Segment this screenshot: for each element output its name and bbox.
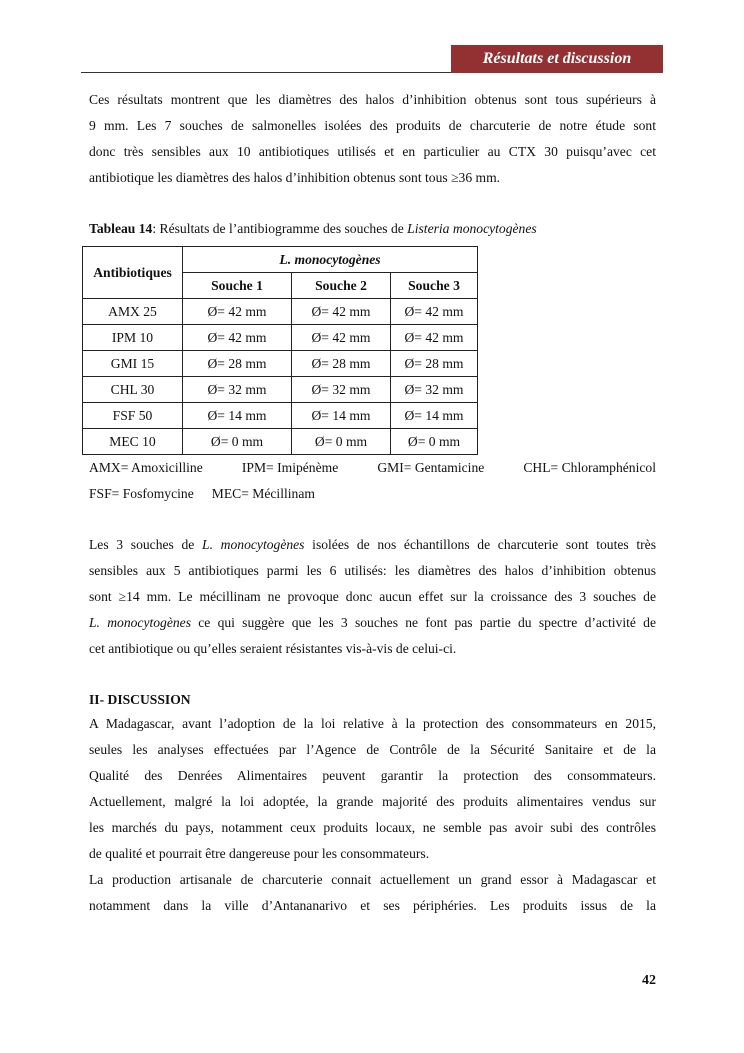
table-row xyxy=(83,325,478,351)
text-span: isolées de nos échantillons de charcuterie sont toutes très xyxy=(304,537,656,552)
table-row xyxy=(83,351,478,377)
text-line: 9 mm. Les 7 souches de salmonelles isolées des produits de charcuterie de notre étude sont xyxy=(89,118,656,133)
legend-item: GMI= Gentamicine xyxy=(377,460,485,475)
antibiotic-cell: AMX 25 xyxy=(83,299,183,325)
value-cell: Ø= 14 mm xyxy=(183,403,292,429)
legend-item: IPM= Imipénème xyxy=(241,460,339,475)
legend-line xyxy=(89,481,656,507)
text-span: Les 3 souches de xyxy=(89,537,203,552)
value-cell: Ø= 32 mm xyxy=(292,377,391,403)
table-row xyxy=(83,429,478,455)
text-line: sensibles aux 5 antibiotiques parmi les 6 utilisés: les diamètres des halos d’inhibition obtenus xyxy=(89,563,656,578)
table-row xyxy=(83,403,478,429)
text-line: Qualité des Denrées Alimentaires peuvent garantir la protection des consommateurs. xyxy=(89,768,656,783)
value-cell: Ø= 0 mm xyxy=(391,429,478,455)
value-cell: Ø= 32 mm xyxy=(183,377,292,403)
results-paragraph xyxy=(89,532,656,662)
species-name: L. monocytogènes xyxy=(202,537,305,552)
antibiotic-cell: MEC 10 xyxy=(83,429,183,455)
legend-item: CHL= Chloramphénicol xyxy=(523,460,656,475)
table-row xyxy=(83,377,478,403)
antibiotic-cell: GMI 15 xyxy=(83,351,183,377)
value-cell: Ø= 42 mm xyxy=(292,299,391,325)
legend-item: MEC= Mécillinam xyxy=(211,486,315,501)
value-cell: Ø= 28 mm xyxy=(292,351,391,377)
text-line: sont ≥14 mm. Le mécillinam ne provoque donc aucun effet sur la croissance des 3 souches de xyxy=(89,589,656,604)
value-cell: Ø= 42 mm xyxy=(183,325,292,351)
discussion-paragraph xyxy=(89,711,656,919)
text-line: seules les analyses effectuées par l’Agence de Contrôle de la Sécurité Sanitaire et de la xyxy=(89,742,656,757)
discussion-heading: II- DISCUSSION xyxy=(89,692,191,707)
value-cell: Ø= 42 mm xyxy=(391,325,478,351)
antibiotic-cell: FSF 50 xyxy=(83,403,183,429)
text-line: donc très sensibles aux 10 antibiotiques utilisés et en particulier au CTX 30 puisqu’avec cet xyxy=(89,144,656,159)
value-cell: Ø= 0 mm xyxy=(183,429,292,455)
table-caption xyxy=(89,219,537,239)
column-header: Souche 1 xyxy=(183,273,292,299)
group-header: L. monocytogènes xyxy=(183,247,478,273)
antibiotic-cell: CHL 30 xyxy=(83,377,183,403)
legend-item: FSF= Fosfomycine xyxy=(89,486,194,501)
section-header: Résultats et discussion xyxy=(451,45,663,73)
table-row xyxy=(83,299,478,325)
text-span: ce qui suggère que les 3 souches ne font pas partie du spectre d’activité de xyxy=(191,615,656,630)
value-cell: Ø= 42 mm xyxy=(292,325,391,351)
value-cell: Ø= 42 mm xyxy=(391,299,478,325)
value-cell: Ø= 0 mm xyxy=(292,429,391,455)
value-cell: Ø= 42 mm xyxy=(183,299,292,325)
caption-text: : Résultats de l’antibiogramme des souches de xyxy=(152,221,408,236)
page-number: 42 xyxy=(642,973,656,988)
abbreviation-legend xyxy=(89,455,656,507)
text-line: les marchés du pays, notamment ceux produits locaux, ne semble pas avoir subi des contrôles xyxy=(89,820,656,835)
text-line: cet antibiotique ou qu’elles seraient résistantes vis-à-vis de celui-ci. xyxy=(89,641,457,656)
column-header: Souche 3 xyxy=(391,273,478,299)
legend-item: AMX= Amoxicilline xyxy=(89,460,203,475)
value-cell: Ø= 14 mm xyxy=(292,403,391,429)
value-cell: Ø= 14 mm xyxy=(391,403,478,429)
column-header: Souche 2 xyxy=(292,273,391,299)
text-line xyxy=(89,532,656,558)
species-name: L. monocytogènes xyxy=(89,615,192,630)
text-line: de qualité et pourrait être dangereuse pour les consommateurs. xyxy=(89,846,430,861)
intro-paragraph xyxy=(89,87,656,191)
text-line: notamment dans la ville d’Antananarivo et ses périphéries. Les produits issus de la xyxy=(89,898,656,913)
caption-label: Tableau 14 xyxy=(89,221,153,236)
value-cell: Ø= 28 mm xyxy=(391,351,478,377)
text-line: A Madagascar, avant l’adoption de la loi relative à la protection des consommateurs en 2015, xyxy=(89,716,656,731)
text-line: antibiotique les diamètres des halos d’inhibition obtenus sont tous ≥36 mm. xyxy=(89,170,501,185)
text-line: Actuellement, malgré la loi adoptée, la grande majorité des produits alimentaires vendus sur xyxy=(89,794,656,809)
text-line: La production artisanale de charcuterie connait actuellement un grand essor à Madagascar et xyxy=(89,872,656,887)
text-line: Ces résultats montrent que les diamètres des halos d’inhibition obtenus sont tous supérieurs à xyxy=(89,92,656,107)
value-cell: Ø= 32 mm xyxy=(391,377,478,403)
legend-line xyxy=(89,455,656,481)
row-header: Antibiotiques xyxy=(83,247,183,299)
antibiotic-cell: IPM 10 xyxy=(83,325,183,351)
caption-species: Listeria monocytogènes xyxy=(407,221,537,236)
antibiogram-table xyxy=(82,246,478,455)
text-line xyxy=(89,610,656,636)
value-cell: Ø= 28 mm xyxy=(183,351,292,377)
